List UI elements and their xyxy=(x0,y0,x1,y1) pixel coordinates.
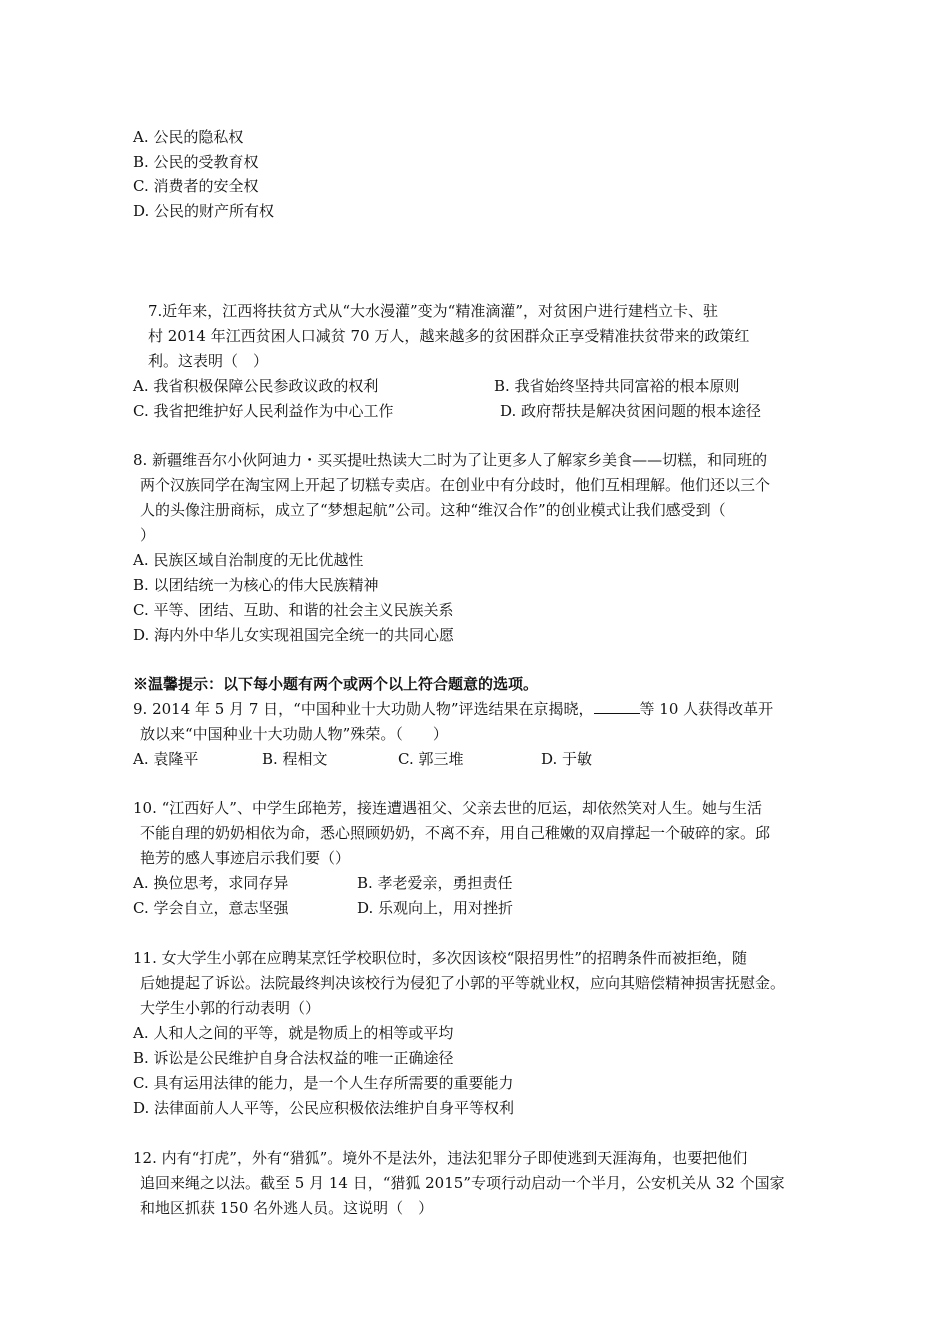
q8-stem-line-3: 人的头像注册商标，成立了“梦想起航”公司。这种“维汉合作”的创业模式让我们感受到（ xyxy=(140,501,726,519)
q8-option-b: B. 以团结统一为核心的伟大民族精神 xyxy=(133,576,379,594)
q8-option-d: D. 海内外中华儿女实现祖国完全统一的共同心愿 xyxy=(133,626,455,644)
q12-stem-line-1: 12. 内有“打虎”，外有“猎狐”。境外不是法外，违法犯罪分子即使逃到天涯海角，也要把他们 xyxy=(133,1149,748,1167)
q8-stem-line-1: 8. 新疆维吾尔小伙阿迪力・买买提吐热读大二时为了让更多人了解家乡美食——切糕，和同班的 xyxy=(133,451,768,469)
q11-stem-line-2: 后她提起了诉讼。法院最终判决该校行为侵犯了小郭的平等就业权，应向其赔偿精神损害抚慰金。 xyxy=(140,974,786,992)
q12-stem-line-2: 追回来绳之以法。截至 5 月 14 日，“猎狐 2015”专项行动启动一个半月，公安机关从 32 个国家 xyxy=(140,1174,785,1192)
q9-stem-line-2: 放以来“中国种业十大功勋人物”殊荣。（ ） xyxy=(140,725,448,743)
q8-option-a: A. 民族区域自治制度的无比优越性 xyxy=(133,551,364,569)
q11-stem-line-1: 11. 女大学生小郭在应聘某烹饪学校职位时，多次因该校“限招男性”的招聘条件而被拒绝，随 xyxy=(133,949,747,967)
q7-option-c: C. 我省把维护好人民利益作为中心工作 xyxy=(133,402,394,420)
q11-option-b: B. 诉讼是公民维护自身合法权益的唯一正确途径 xyxy=(133,1049,454,1067)
q6-option-c: C. 消费者的安全权 xyxy=(133,177,259,195)
q6-option-b: B. 公民的受教育权 xyxy=(133,153,259,171)
q9-option-d: D. 于敏 xyxy=(541,750,593,768)
q8-stem-line-4: ） xyxy=(140,526,156,544)
multi-choice-notice: ※温馨提示：以下每小题有两个或两个以上符合题意的选项。 xyxy=(133,675,539,693)
q7-option-a: A. 我省积极保障公民参政议政的权利 xyxy=(133,377,379,395)
q6-option-d: D. 公民的财产所有权 xyxy=(133,202,275,220)
q6-option-a: A. 公民的隐私权 xyxy=(133,128,244,146)
q10-option-d: D. 乐观向上，用对挫折 xyxy=(357,899,514,917)
q9-stem-line-1 xyxy=(133,699,773,719)
q7-option-b: B. 我省始终坚持共同富裕的根本原则 xyxy=(494,377,740,395)
q8-option-c: C. 平等、团结、互助、和谐的社会主义民族关系 xyxy=(133,601,454,619)
q7-stem-line-3: 利。这表明（ ） xyxy=(148,352,269,370)
q10-option-c: C. 学会自立，意志坚强 xyxy=(133,899,289,917)
q11-stem-line-3: 大学生小郭的行动表明（） xyxy=(140,999,321,1017)
q9-fill-blank xyxy=(594,699,640,714)
q9-stem-line-1-pre: 9. 2014 年 5 月 7 日，“中国种业十大功勋人物”评选结果在京揭晓， xyxy=(133,700,594,718)
q10-stem-line-3: 艳芳的感人事迹启示我们要（） xyxy=(140,849,351,867)
q9-stem-line-1-post: 等 10 人获得改革开 xyxy=(639,700,774,718)
q10-option-a: A. 换位思考，求同存异 xyxy=(133,874,289,892)
q8-stem-line-2: 两个汉族同学在淘宝网上开起了切糕专卖店。在创业中有分歧时，他们互相理解。他们还以三个 xyxy=(140,476,771,494)
q11-option-c: C. 具有运用法律的能力，是一个人生存所需要的重要能力 xyxy=(133,1074,514,1092)
q11-option-a: A. 人和人之间的平等，就是物质上的相等或平均 xyxy=(133,1024,454,1042)
q9-option-c: C. 郭三堆 xyxy=(398,750,464,768)
q11-option-d: D. 法律面前人人平等，公民应积极依法维护自身平等权利 xyxy=(133,1099,515,1117)
q10-option-b: B. 孝老爱亲，勇担责任 xyxy=(357,874,513,892)
q7-stem-line-1: 7.近年来，江西将扶贫方式从“大水漫灌”变为“精准滴灌”，对贫困户进行建档立卡、驻 xyxy=(148,302,718,320)
q9-option-a: A. 袁隆平 xyxy=(133,750,199,768)
q10-stem-line-2: 不能自理的奶奶相依为命，悉心照顾奶奶，不离不弃，用自己稚嫩的双肩撑起一个破碎的家。邱 xyxy=(140,824,771,842)
q9-option-b: B. 程相文 xyxy=(262,750,328,768)
q10-stem-line-1: 10. “江西好人”、中学生邱艳芳，接连遭遇祖父、父亲去世的厄运，却依然笑对人生。她与生活 xyxy=(133,799,762,817)
q12-stem-line-3: 和地区抓获 150 名外逃人员。这说明（ ） xyxy=(140,1199,434,1217)
q7-option-d: D. 政府帮扶是解决贫困问题的根本途径 xyxy=(500,402,762,420)
q7-stem-line-2: 村 2014 年江西贫困人口减贫 70 万人，越来越多的贫困群众正享受精准扶贫带来的政策红 xyxy=(148,327,750,345)
